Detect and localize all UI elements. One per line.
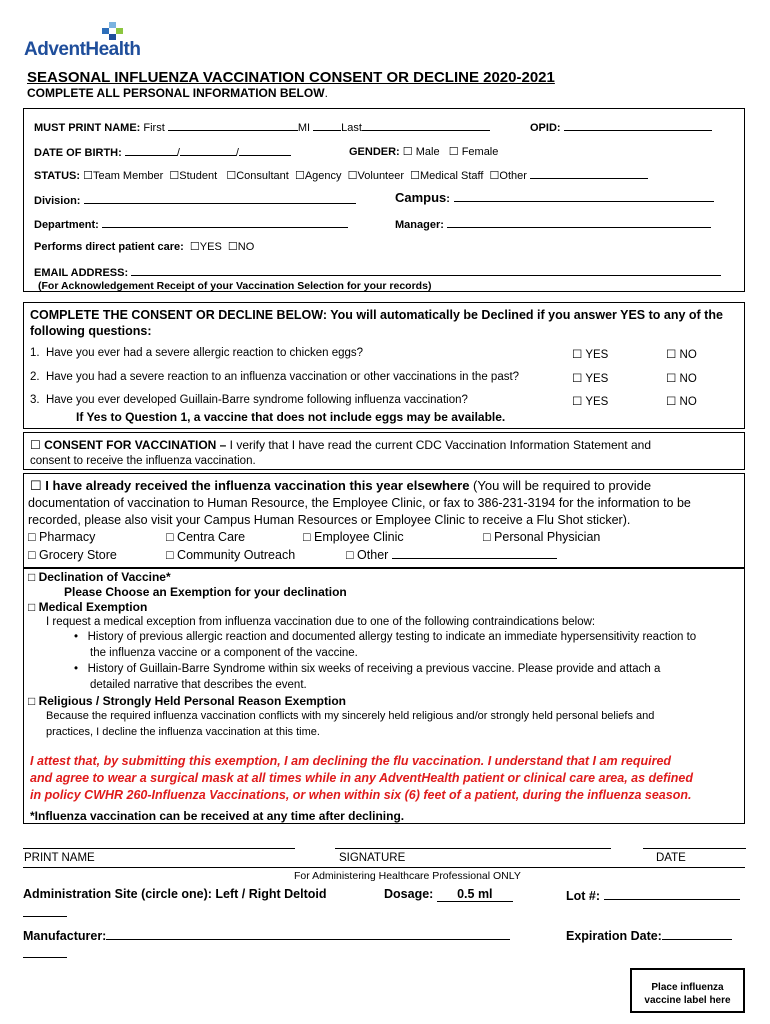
questions-section — [23, 302, 745, 429]
advent-health-logo — [24, 22, 154, 62]
gender-row: GENDER: ☐ Male ☐ Female — [349, 146, 499, 158]
department-row: Department: — [34, 217, 348, 231]
date-line[interactable] — [643, 848, 746, 849]
email-field[interactable] — [131, 265, 721, 276]
consent-line-1: ☐ CONSENT FOR VACCINATION – I verify that I have read the current CDC Vaccination Information Statement and — [30, 438, 651, 452]
option-grocery-store[interactable]: □ Grocery Store — [28, 548, 117, 562]
email-note: (For Acknowledgement Receipt of your Vaccination Selection for your records) — [38, 280, 432, 292]
checkbox-icon[interactable]: ☐ — [30, 478, 42, 493]
lot-label: Lot #: — [566, 887, 740, 903]
q2-no-option[interactable]: ☐ NO — [666, 373, 697, 385]
questions-header: COMPLETE THE CONSENT OR DECLINE BELOW: You will automatically be Declined if you answer YES to any of the following questions: — [30, 308, 723, 338]
divider — [23, 867, 745, 868]
dosage-value: 0.5 ml — [437, 887, 513, 902]
attestation-line-3: in policy CWHR 260-Influenza Vaccinations, or when within six (6) feet of a patient, during the influenza season. — [30, 788, 692, 802]
dosage-label: Dosage: 0.5 ml — [384, 887, 513, 902]
elsewhere-section — [23, 473, 745, 568]
first-name-field[interactable] — [168, 120, 298, 131]
checkbox-icon[interactable]: □ — [166, 530, 174, 544]
consent-line-2: consent to receive the influenza vaccination. — [30, 455, 256, 467]
date-label: DATE — [656, 852, 686, 864]
manager-row: Manager: — [395, 217, 711, 231]
attestation-line-1: I attest that, by submitting this exemption, I am declining the flu vaccination. I understand that I am required — [30, 754, 672, 768]
checkbox-icon[interactable]: ☐ — [402, 146, 413, 158]
personal-info-section — [23, 108, 745, 292]
checkbox-icon[interactable]: □ — [28, 530, 36, 544]
option-pharmacy[interactable]: □ Pharmacy — [28, 530, 96, 544]
status-row: STATUS: ☐Team Member ☐Student ☐Consultant ☐Agency ☐Volunteer ☐Medical Staff ☐Other — [34, 168, 648, 182]
division-row: Division: — [34, 193, 356, 207]
medical-bullet-2-cont: detailed narrative that describes the event. — [90, 679, 307, 691]
checkbox-icon[interactable]: ☐ — [572, 349, 583, 361]
form-title: SEASONAL INFLUENZA VACCINATION CONSENT OR DECLINE 2020-2021 — [27, 69, 555, 86]
checkbox-icon[interactable]: ☐ — [189, 241, 200, 253]
manufacturer-label: Manufacturer: — [23, 927, 510, 943]
religious-text-2: practices, I decline the influenza vaccination at this time. — [46, 726, 320, 738]
medical-bullet-2: • History of Guillain-Barre Syndrome within six weeks of receiving a previous vaccine. Please provide and attach a — [74, 663, 661, 675]
checkbox-icon[interactable]: ☐ — [489, 170, 500, 182]
expiration-field[interactable] — [662, 927, 732, 940]
checkbox-icon[interactable]: ☐ — [572, 373, 583, 385]
vaccine-label-box: Place influenza vaccine label here — [630, 968, 745, 1013]
other-location-field[interactable] — [392, 548, 557, 559]
question-2: 2. Have you had a severe reaction to an influenza vaccination or other vaccinations in the past? — [30, 371, 520, 383]
checkbox-icon[interactable]: □ — [28, 548, 36, 562]
religious-exemption-title: □ Religious / Strongly Held Personal Reason Exemption — [28, 694, 346, 708]
dob-month-field[interactable] — [125, 145, 177, 156]
checkbox-icon[interactable]: □ — [28, 600, 36, 614]
print-name-label: PRINT NAME — [24, 852, 95, 864]
q2-yes-option[interactable]: ☐ YES — [572, 373, 609, 385]
manufacturer-field[interactable] — [106, 927, 510, 940]
checkbox-icon[interactable]: ☐ — [410, 170, 421, 182]
administration-site-label: Administration Site (circle one): Left / Right Deltoid — [23, 887, 327, 901]
decline-section — [23, 568, 745, 824]
q1-no-option[interactable]: ☐ NO — [666, 349, 697, 361]
option-other[interactable]: □ Other — [346, 548, 557, 562]
q1-yes-option[interactable]: ☐ YES — [572, 349, 609, 361]
form-subtitle: COMPLETE ALL PERSONAL INFORMATION BELOW. — [27, 86, 328, 100]
last-name-field[interactable] — [362, 120, 490, 131]
medical-bullet-1-cont: the influenza vaccine or a component of the vaccine. — [90, 647, 358, 659]
q3-no-option[interactable]: ☐ NO — [666, 396, 697, 408]
division-field[interactable] — [84, 193, 356, 204]
q3-yes-option[interactable]: ☐ YES — [572, 396, 609, 408]
checkbox-icon[interactable]: □ — [166, 548, 174, 562]
logo-wordmark: AdventHealth — [24, 39, 141, 60]
checkbox-icon[interactable]: ☐ — [572, 396, 583, 408]
campus-row: Campus: — [395, 190, 714, 205]
checkbox-icon[interactable]: ☐ — [30, 438, 41, 452]
manufacturer-overflow-line — [23, 957, 67, 958]
option-community-outreach[interactable]: □ Community Outreach — [166, 548, 296, 562]
checkbox-icon[interactable]: □ — [346, 548, 354, 562]
opid-field[interactable] — [564, 120, 712, 131]
checkbox-icon[interactable]: ☐ — [294, 170, 305, 182]
checkbox-icon[interactable]: ☐ — [448, 146, 459, 158]
expiration-label: Expiration Date: — [566, 927, 732, 943]
patient-care-row: Performs direct patient care: ☐YES ☐NO — [34, 241, 255, 253]
checkbox-icon[interactable]: □ — [28, 694, 36, 708]
email-row: EMAIL ADDRESS: — [34, 265, 721, 279]
mi-field[interactable] — [313, 120, 341, 131]
site-overflow-line — [23, 916, 67, 917]
declination-subtitle: Please Choose an Exemption for your declination — [64, 585, 347, 599]
print-name-line[interactable] — [23, 848, 295, 849]
checkbox-icon[interactable]: ☐ — [169, 170, 180, 182]
checkbox-icon[interactable]: □ — [483, 530, 491, 544]
checkbox-icon[interactable]: ☐ — [226, 170, 237, 182]
department-field[interactable] — [102, 217, 348, 228]
checkbox-icon[interactable]: □ — [303, 530, 311, 544]
question-note: If Yes to Question 1, a vaccine that does not include eggs may be available. — [76, 410, 506, 424]
checkbox-icon[interactable]: ☐ — [666, 373, 677, 385]
medical-exemption-text: I request a medical exception from influenza vaccination due to one of the following contraindications below: — [46, 616, 596, 628]
dob-row: DATE OF BIRTH: / / — [34, 145, 291, 159]
manager-field[interactable] — [447, 217, 711, 228]
elsewhere-line-3: recorded, please also visit your Campus Human Resources or Employee Clinic to receive a Flu Shot sticker). — [28, 513, 631, 527]
name-row: MUST PRINT NAME: First MI Last — [34, 120, 490, 134]
checkbox-icon[interactable]: ☐ — [347, 170, 358, 182]
consent-section — [23, 432, 745, 470]
question-1: 1. Have you ever had a severe allergic reaction to chicken eggs? — [30, 347, 364, 359]
checkbox-icon[interactable]: ☐ — [227, 241, 238, 253]
declination-title: □ Declination of Vaccine* — [28, 570, 171, 584]
campus-field[interactable] — [454, 191, 714, 202]
medical-bullet-1: • History of previous allergic reaction and documented allergy testing to indicate an immediate hypersensitivity reaction to — [74, 631, 697, 643]
medical-exemption-title: □ Medical Exemption — [28, 600, 148, 614]
dob-year-field[interactable] — [239, 145, 291, 156]
dob-day-field[interactable] — [180, 145, 236, 156]
checkbox-icon[interactable]: ☐ — [666, 396, 677, 408]
lot-field[interactable] — [604, 887, 740, 900]
attestation-line-2: and agree to wear a surgical mask at all times while in any AdventHealth patient or clinical care area, as defined — [30, 771, 693, 785]
option-employee-clinic[interactable]: □ Employee Clinic — [303, 530, 404, 544]
checkbox-icon[interactable]: □ — [28, 570, 36, 584]
option-centra-care[interactable]: □ Centra Care — [166, 530, 246, 544]
opid-row: OPID: — [530, 120, 712, 134]
religious-text-1: Because the required influenza vaccination conflicts with my sincerely held religious and/or strongly held personal beliefs and — [46, 710, 655, 722]
elsewhere-line-1: ☐ I have already received the influenza vaccination this year elsewhere (You will be required to provide — [30, 478, 652, 493]
declination-note: *Influenza vaccination can be received at any time after declining. — [30, 809, 405, 823]
signature-line[interactable] — [335, 848, 611, 849]
signature-label: SIGNATURE — [339, 852, 406, 864]
checkbox-icon[interactable]: ☐ — [666, 349, 677, 361]
advent-logo-icon — [102, 22, 124, 40]
option-personal-physician[interactable]: □ Personal Physician — [483, 530, 601, 544]
elsewhere-line-2: documentation of vaccination to Human Resource, the Employee Clinic, or fax to 386-231-3194 for the information to be — [28, 496, 691, 510]
checkbox-icon[interactable]: ☐ — [83, 170, 93, 182]
status-other-field[interactable] — [530, 168, 648, 179]
hcp-only-label: For Administering Healthcare Professional ONLY — [294, 870, 521, 882]
question-3: 3. Have you ever developed Guillain-Barre syndrome following influenza vaccination? — [30, 394, 468, 406]
